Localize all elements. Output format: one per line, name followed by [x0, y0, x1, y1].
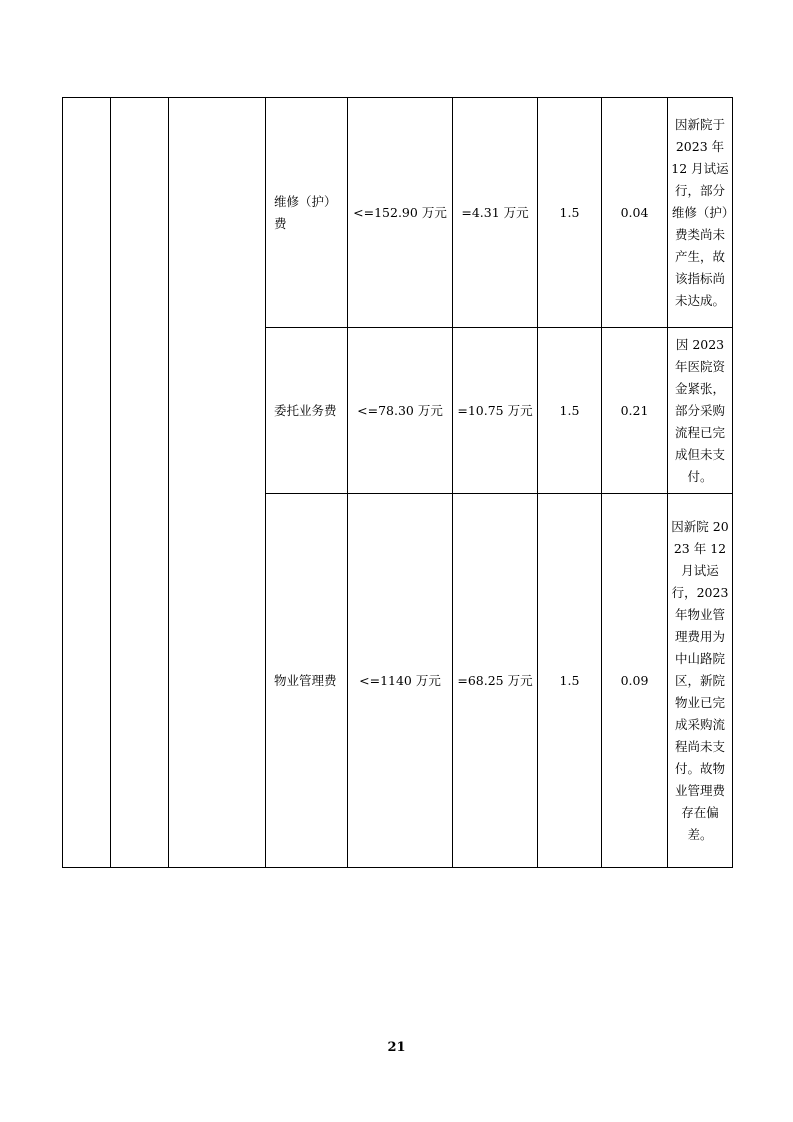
weight-value: 1.5: [538, 494, 602, 868]
target-value: <=1140 万元: [348, 494, 453, 868]
score-value: 0.21: [602, 328, 668, 494]
deviation-note: 因 2023 年医院资金紧张，部分采购流程已完成但未支付。: [668, 328, 733, 494]
score-value: 0.09: [602, 494, 668, 868]
page-number: 21: [387, 1040, 406, 1055]
level3-cell: [169, 98, 266, 868]
performance-table: [62, 97, 733, 868]
deviation-note: 因新院 2023 年 12 月试运行，2023 年物业管理费用为中山路院区，新院物业已完成采购流程尚未支付。故物业管理费存在偏差。: [668, 494, 733, 868]
actual-value: =68.25 万元: [453, 494, 538, 868]
deviation-note: 因新院于 2023 年 12 月试运行，部分维修（护）费类尚未产生，故该指标尚未达成。: [668, 98, 733, 328]
table-row: [63, 98, 733, 328]
indicator-name: 维修（护）费: [266, 98, 348, 328]
target-value: <=152.90 万元: [348, 98, 453, 328]
target-value: <=78.30 万元: [348, 328, 453, 494]
indicator-name: 物业管理费: [266, 494, 348, 868]
actual-value: =10.75 万元: [453, 328, 538, 494]
level2-cell: [111, 98, 169, 868]
actual-value: =4.31 万元: [453, 98, 538, 328]
score-value: 0.04: [602, 98, 668, 328]
level1-cell: [63, 98, 111, 868]
weight-value: 1.5: [538, 328, 602, 494]
indicator-name: 委托业务费: [266, 328, 348, 494]
weight-value: 1.5: [538, 98, 602, 328]
